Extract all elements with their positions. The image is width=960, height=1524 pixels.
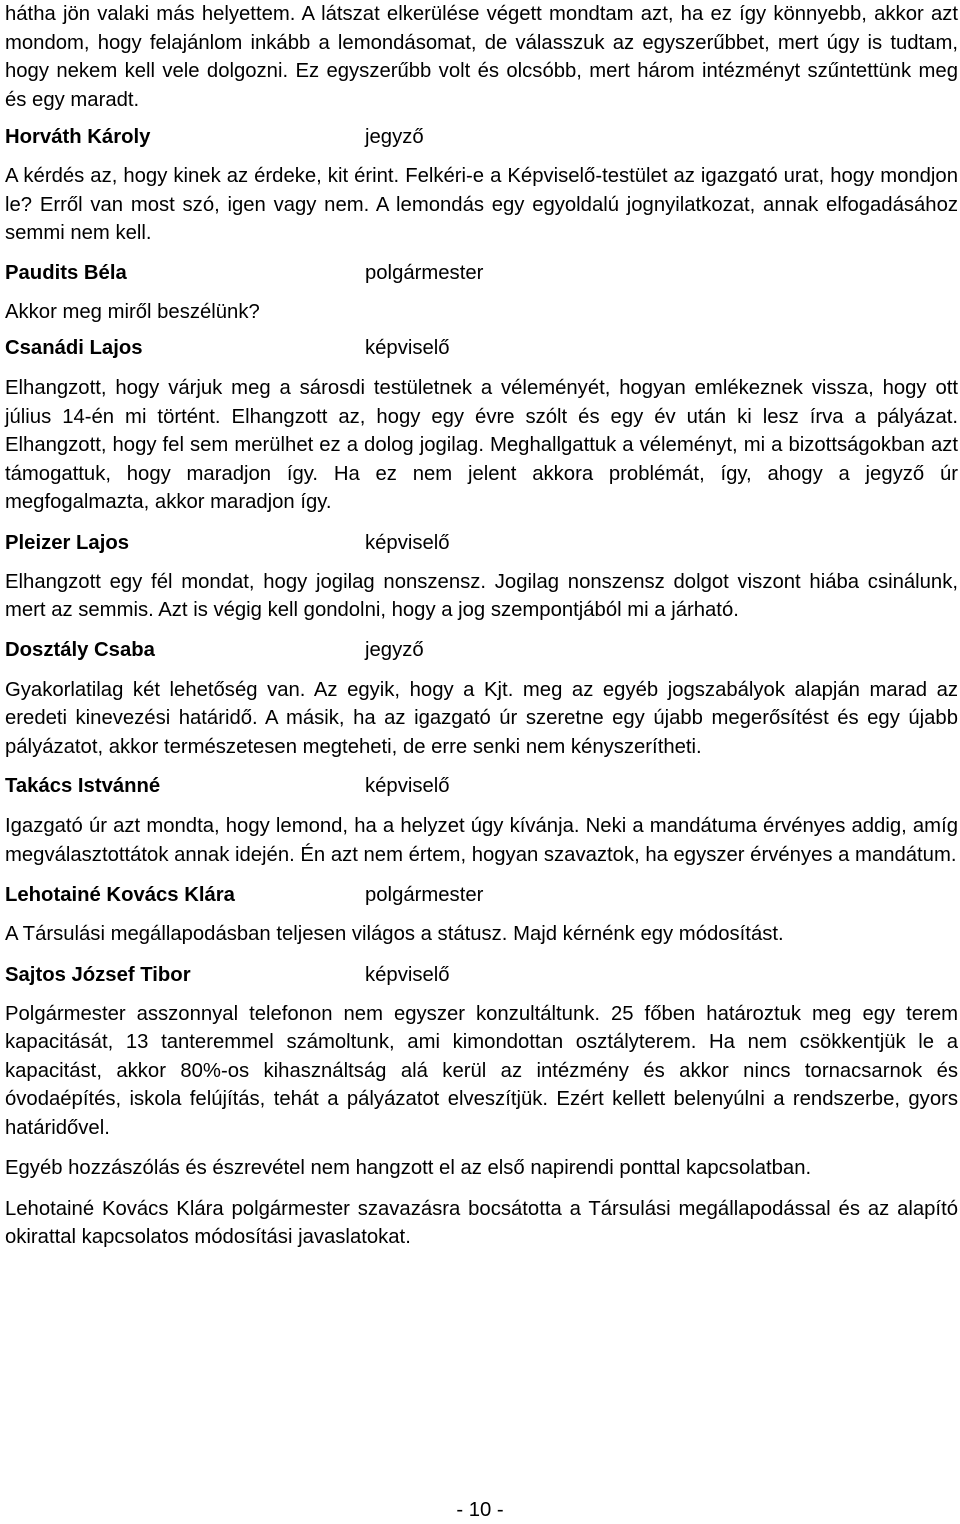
speaker-name: Sajtos József Tibor [5,963,191,986]
speaker-line [5,529,958,557]
speaker-name: Csanádi Lajos [5,337,143,359]
speaker-name: Horváth Károly [5,126,151,148]
page-number: - 10 - [456,1499,504,1521]
paragraph: Igazgató úr azt mondta, hogy lemond, ha a helyzet úgy kívánja. Neki a mandátuma érvényes addig, amíg megválasztottátok annak idején. Én azt nem értem, hogyan szavaztok, ha egyszer érvényes a mandátum. [5,815,958,866]
paragraph: Gyakorlatilag két lehetőség van. Az egyik, hogy a Kjt. meg az egyéb jogszabályok alapján marad az eredeti kinevezési határidő. A másik, ha az igazgató úr szeretne egy újabb megerősítést és egy újabb pályázatot, akkor természetesen megteheti, de erre senki nem kényszerítheti. [5,678,958,758]
speaker-role: képviselő [365,531,450,554]
paragraph: A Társulási megállapodásban teljesen világos a státusz. Majd kérnénk egy módosítást. [5,923,784,945]
speaker-line [5,961,958,989]
speaker-name: Lehotainé Kovács Klára [5,884,235,906]
speaker-name: Dosztály Csaba [5,638,155,661]
speaker-line [5,123,958,151]
paragraph: A kérdés az, hogy kinek az érdeke, kit érint. Felkéri-e a Képviselő-testület az igazgató urat, hogy mondjon le? Erről van most szó, igen vagy nem. A lemondás egy egyoldalú jognyilatkozat, annak elfogadásához semmi nem kell. [5,165,958,244]
paragraph: Egyéb hozzászólás és észrevétel nem hangzott el az első napirendi ponttal kapcsolatban. [5,1157,812,1179]
speaker-role: képviselő [365,337,450,359]
speaker-line [5,259,958,287]
paragraph: Polgármester asszonnyal telefonon nem egyszer konzultáltunk. 25 főben határoztuk meg egy terem kapacitását, 13 tanteremmel számoltunk, ami kimondottan osztályterem. Ha nem csökkentjük le a kapacitást, akkor 80%-os kihasználtság alá kerül az intézmény és akkor nincs tornacsarnok és óvodaépítés, iskola felújítás, tehát a pályázatot elveszítjük. Ezért kellett belenyúlni a rendszerbe, gyors határidővel. [5,1002,958,1139]
speaker-role: polgármester [365,884,484,906]
speaker-role: jegyző [365,638,424,661]
speaker-role: képviselő [365,963,450,986]
speaker-role: jegyző [365,126,424,148]
speaker-line [5,772,958,800]
paragraph: Elhangzott, hogy várjuk meg a sárosdi testületnek a véleményét, hogyan emlékeznek vissza, hogy ott július 14-én mi történt. Elhangzott az, hogy egy évre szólt és egy év után ki lesz írva a pályázat. Elhangzott, hogy fel sem merülhet ez a dolog jogilag. Meghallgattuk a véleményt, mi a bizottságokban azt támogattuk, hogy maradjon így. Ha ez nem jelent akkora problémát, így, ahogy a jegyző úr megfogalmazta, akkor maradjon így. [5,377,958,513]
speaker-name: Pleizer Lajos [5,531,129,554]
paragraph: Akkor meg miről beszélünk? [5,300,260,323]
speaker-role: képviselő [365,775,450,797]
paragraph: Lehotainé Kovács Klára polgármester szavazásra bocsátotta a Társulási megállapodással és az alapító okirattal kapcsolatos módosítási javaslatokat. [5,1197,958,1248]
speaker-line [5,881,958,909]
document-page [5,0,958,1252]
paragraph: Elhangzott egy fél mondat, hogy jogilag nonszensz. Jogilag nonszensz dolgot viszont hiába csinálunk, mert az semmis. Azt is végig kell gondolni, hogy a jog szempontjából mi a járható. [5,570,958,621]
paragraph: hátha jön valaki más helyettem. A látszat elkerülése végett mondtam azt, ha ez így könnyebb, akkor azt mondom, hogy felajánlom inkább a lemondásomat, de válasszuk az egyszerűbbet, mert úgy is tudtam, hogy nekem kell vele dolgozni. Ez egyszerűbb volt és olcsóbb, mert három intézményt szűntettünk meg és egy maradt. [5,3,958,111]
speaker-name: Paudits Béla [5,261,127,284]
speaker-line [5,334,958,362]
speaker-name: Takács Istvánné [5,775,161,797]
speaker-line [5,636,958,664]
speaker-role: polgármester [365,261,484,284]
